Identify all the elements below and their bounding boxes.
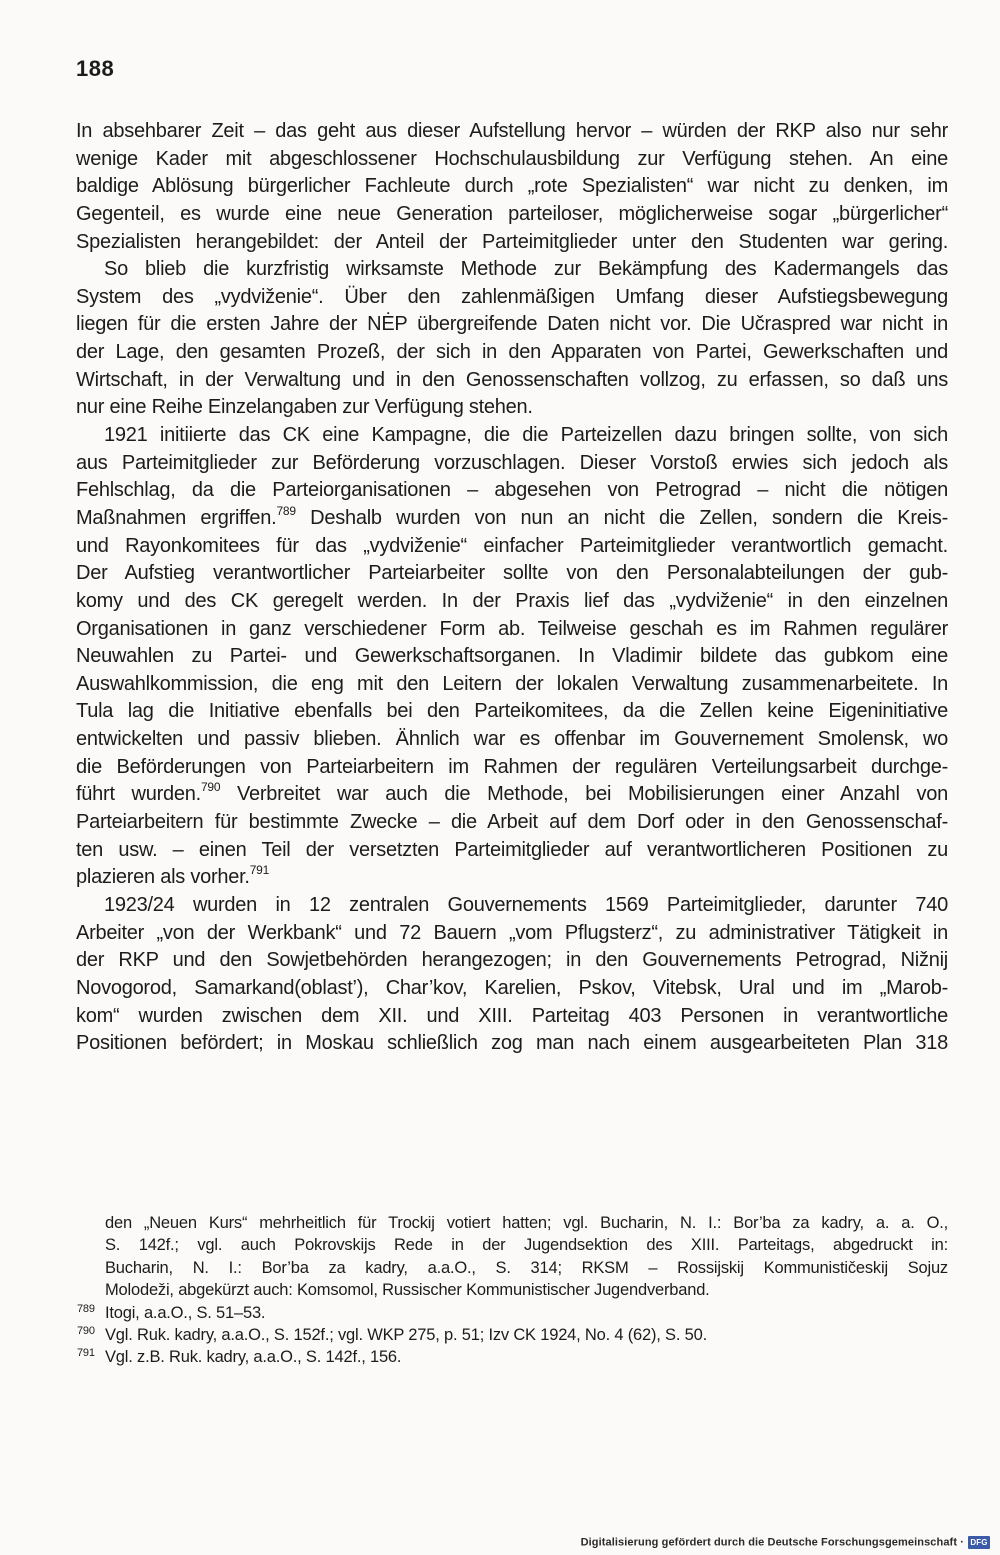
footnote-text: Itogi, a.a.O., S. 51–53. [105,1303,266,1322]
text-fragment: Verbreitet war auch die Methode, bei Mobilisierungen einer Anzahl von [220,783,948,806]
footnote-number: 790 [77,1324,95,1337]
footnote-text: Vgl. z.B. Ruk. kadry, a.a.O., S. 142f., 156. [105,1348,402,1367]
paragraph-3 [76,422,948,892]
footnotes [76,1212,948,1369]
text-line: der Lage, den gesamten Prozeß, der sich in den Apparaten von Partei, Gewerkschaften und [76,341,948,364]
text-line: der RKP und den Sowjetbehörden herangezogen; in den Gouvernements Petrograd, Nižnij [76,949,948,972]
text-line: Organisationen in ganz verschiedener Form ab. Teilweise geschah es im Rahmen regulärer [76,617,948,640]
text-line: Der Aufstieg verantwortlicher Parteiarbeiter sollte von den Personalabteilungen der gub- [76,562,948,585]
text-line: aus Parteimitglieder zur Beförderung vorzuschlagen. Dieser Vorstoß erwies sich jedoch als [76,451,948,474]
text-line: Gegenteil, es wurde eine neue Generation parteiloser, möglicherweise sogar „bürgerlicher“ [76,202,948,225]
text-line [76,864,948,892]
text-line: entwickelten und passiv blieben. Ähnlich war es offenbar im Gouvernement Smolensk, wo [76,728,948,751]
page-number: 188 [76,56,115,81]
text-fragment: Deshalb wurden von nun an nicht die Zellen, sondern die Kreis- [295,506,948,529]
text-line: Wirtschaft, in der Verwaltung und in den Genossenschaften vollzog, zu erfassen, so daß uns [76,368,948,391]
text-line: komy und des CK geregelt werden. In der Praxis lief das „vydviženie“ in den einzelnen [76,589,948,612]
text-line: In absehbarer Zeit – das geht aus dieser Aufstellung hervor – würden der RKP also nur sehr [76,120,948,142]
footnote-continuation-line: Molodeži, abgekürzt auch: Komsomol, Russischer Kommunistischer Jugendverband. [105,1281,710,1300]
footnote-continuation-line: den „Neuen Kurs“ mehrheitlich für Trockij votiert hatten; vgl. Bucharin, N. I.: Bor’ba za kadry, a. a. O., [105,1214,948,1232]
text-line: und Rayonkomitees für das „vydviženie“ einfacher Parteimitglieder verantwortlich gemacht. [76,534,948,557]
paragraph-4 [76,892,948,1058]
footnote-ref-789: 789 [276,503,296,518]
credit-text: Digitalisierung gefördert durch die Deutsche Forschungsgemeinschaft · [580,1536,964,1549]
text-line: Novogorod, Samarkand(oblast’), Char’kov, Karelien, Pskov, Vitebsk, Ural und im „Marob- [76,976,948,999]
text-line [76,505,948,533]
text-line: Auswahlkommission, die eng mit den Leitern der lokalen Verwaltung zusammenarbeitete. In [76,672,948,695]
footnote-text: Vgl. Ruk. kadry, a.a.O., S. 152f.; vgl. WKP 275, p. 51; Izv CK 1924, No. 4 (62), S. 50. [105,1325,707,1344]
text-line: So blieb die kurzfristig wirksamste Methode zur Bekämpfung des Kadermangels das [104,258,948,281]
text-fragment: führt wurden. [76,783,201,806]
dfg-logo-icon: DFG [968,1536,990,1549]
text-line: nur eine Reihe Einzelangaben zur Verfügung stehen. [76,396,533,419]
text-line: 1921 initiierte das CK eine Kampagne, die die Parteizellen dazu bringen sollte, von sich [104,424,948,447]
paragraph-2 [76,256,948,422]
text-fragment: plazieren als vorher. [76,866,250,889]
footnote-ref-790: 790 [200,780,221,795]
text-line: Fehlschlag, da die Parteiorganisationen – abgesehen von Petrograd – nicht die nötigen [76,479,948,502]
text-line: ten usw. – einen Teil der versetzten Parteimitglieder auf verantwortlicheren Positionen zu [76,838,948,861]
text-line: die Beförderungen von Parteiarbeitern im Rahmen der regulären Verteilungsarbeit durchge- [76,755,948,778]
text-line: Neuwahlen zu Partei- und Gewerkschaftsorganen. In Vladimir bildete das gubkom eine [76,645,948,668]
text-line [76,781,948,809]
text-line: Positionen befördert; in Moskau schließlich zog man nach einem ausgearbeiteten Plan 318 [76,1032,948,1055]
footnote-790 [76,1324,948,1346]
footnote-continuation-line: S. 142f.; vgl. auch Pokrovskijs Rede in der Jugendsektion des XIII. Parteitags, abgedruckt in: [105,1236,948,1255]
text-fragment: Maßnahmen ergriffen. [76,506,277,529]
text-line: Arbeiter „von der Werkbank“ und 72 Bauern „vom Pflugsterz“, zu administrativer Tätigkeit in [76,921,948,944]
footnote-number: 791 [77,1347,95,1360]
paragraph-1 [76,118,948,256]
footnote-ref-791: 791 [249,863,270,878]
text-line: liegen für die ersten Jahre der NĖP übergreifende Daten nicht vor. Die Učraspred war nicht in [76,313,948,336]
text-line: baldige Ablösung bürgerlicher Fachleute durch „rote Spezialisten“ war nicht zu denken, im [76,175,948,198]
digitization-credit [581,1536,990,1549]
text-line: Parteiarbeitern für bestimmte Zwecke – die Arbeit auf dem Dorf oder in den Genossenschaf- [76,811,948,834]
footnote-789 [76,1302,948,1324]
body-text [76,118,948,1058]
text-line: 1923/24 wurden in 12 zentralen Gouvernements 1569 Parteimitglieder, darunter 740 [104,893,948,916]
text-line: kom“ wurden zwischen dem XII. und XIII. Parteitag 403 Personen in verantwortliche [76,1004,948,1027]
text-line: Spezialisten herangebildet: der Anteil der Parteimitglieder unter den Studenten war gering. [76,230,948,253]
text-line: Tula lag die Initiative ebenfalls bei den Parteikomitees, da die Zellen keine Eigeninitiative [76,700,948,723]
footnote-number: 789 [77,1302,95,1315]
footnote-791 [76,1346,948,1368]
footnote-continuation-line: Bucharin, N. I.: Bor’ba za kadry, a.a.O., S. 314; RKSM – Rossijskij Kommunističeskij Sojuz [105,1258,948,1277]
text-line: wenige Kader mit abgeschlossener Hochschulausbildung zur Verfügung stehen. An eine [76,147,948,170]
text-line: System des „vydviženie“. Über den zahlenmäßigen Umfang dieser Aufstiegsbewegung [76,285,948,308]
